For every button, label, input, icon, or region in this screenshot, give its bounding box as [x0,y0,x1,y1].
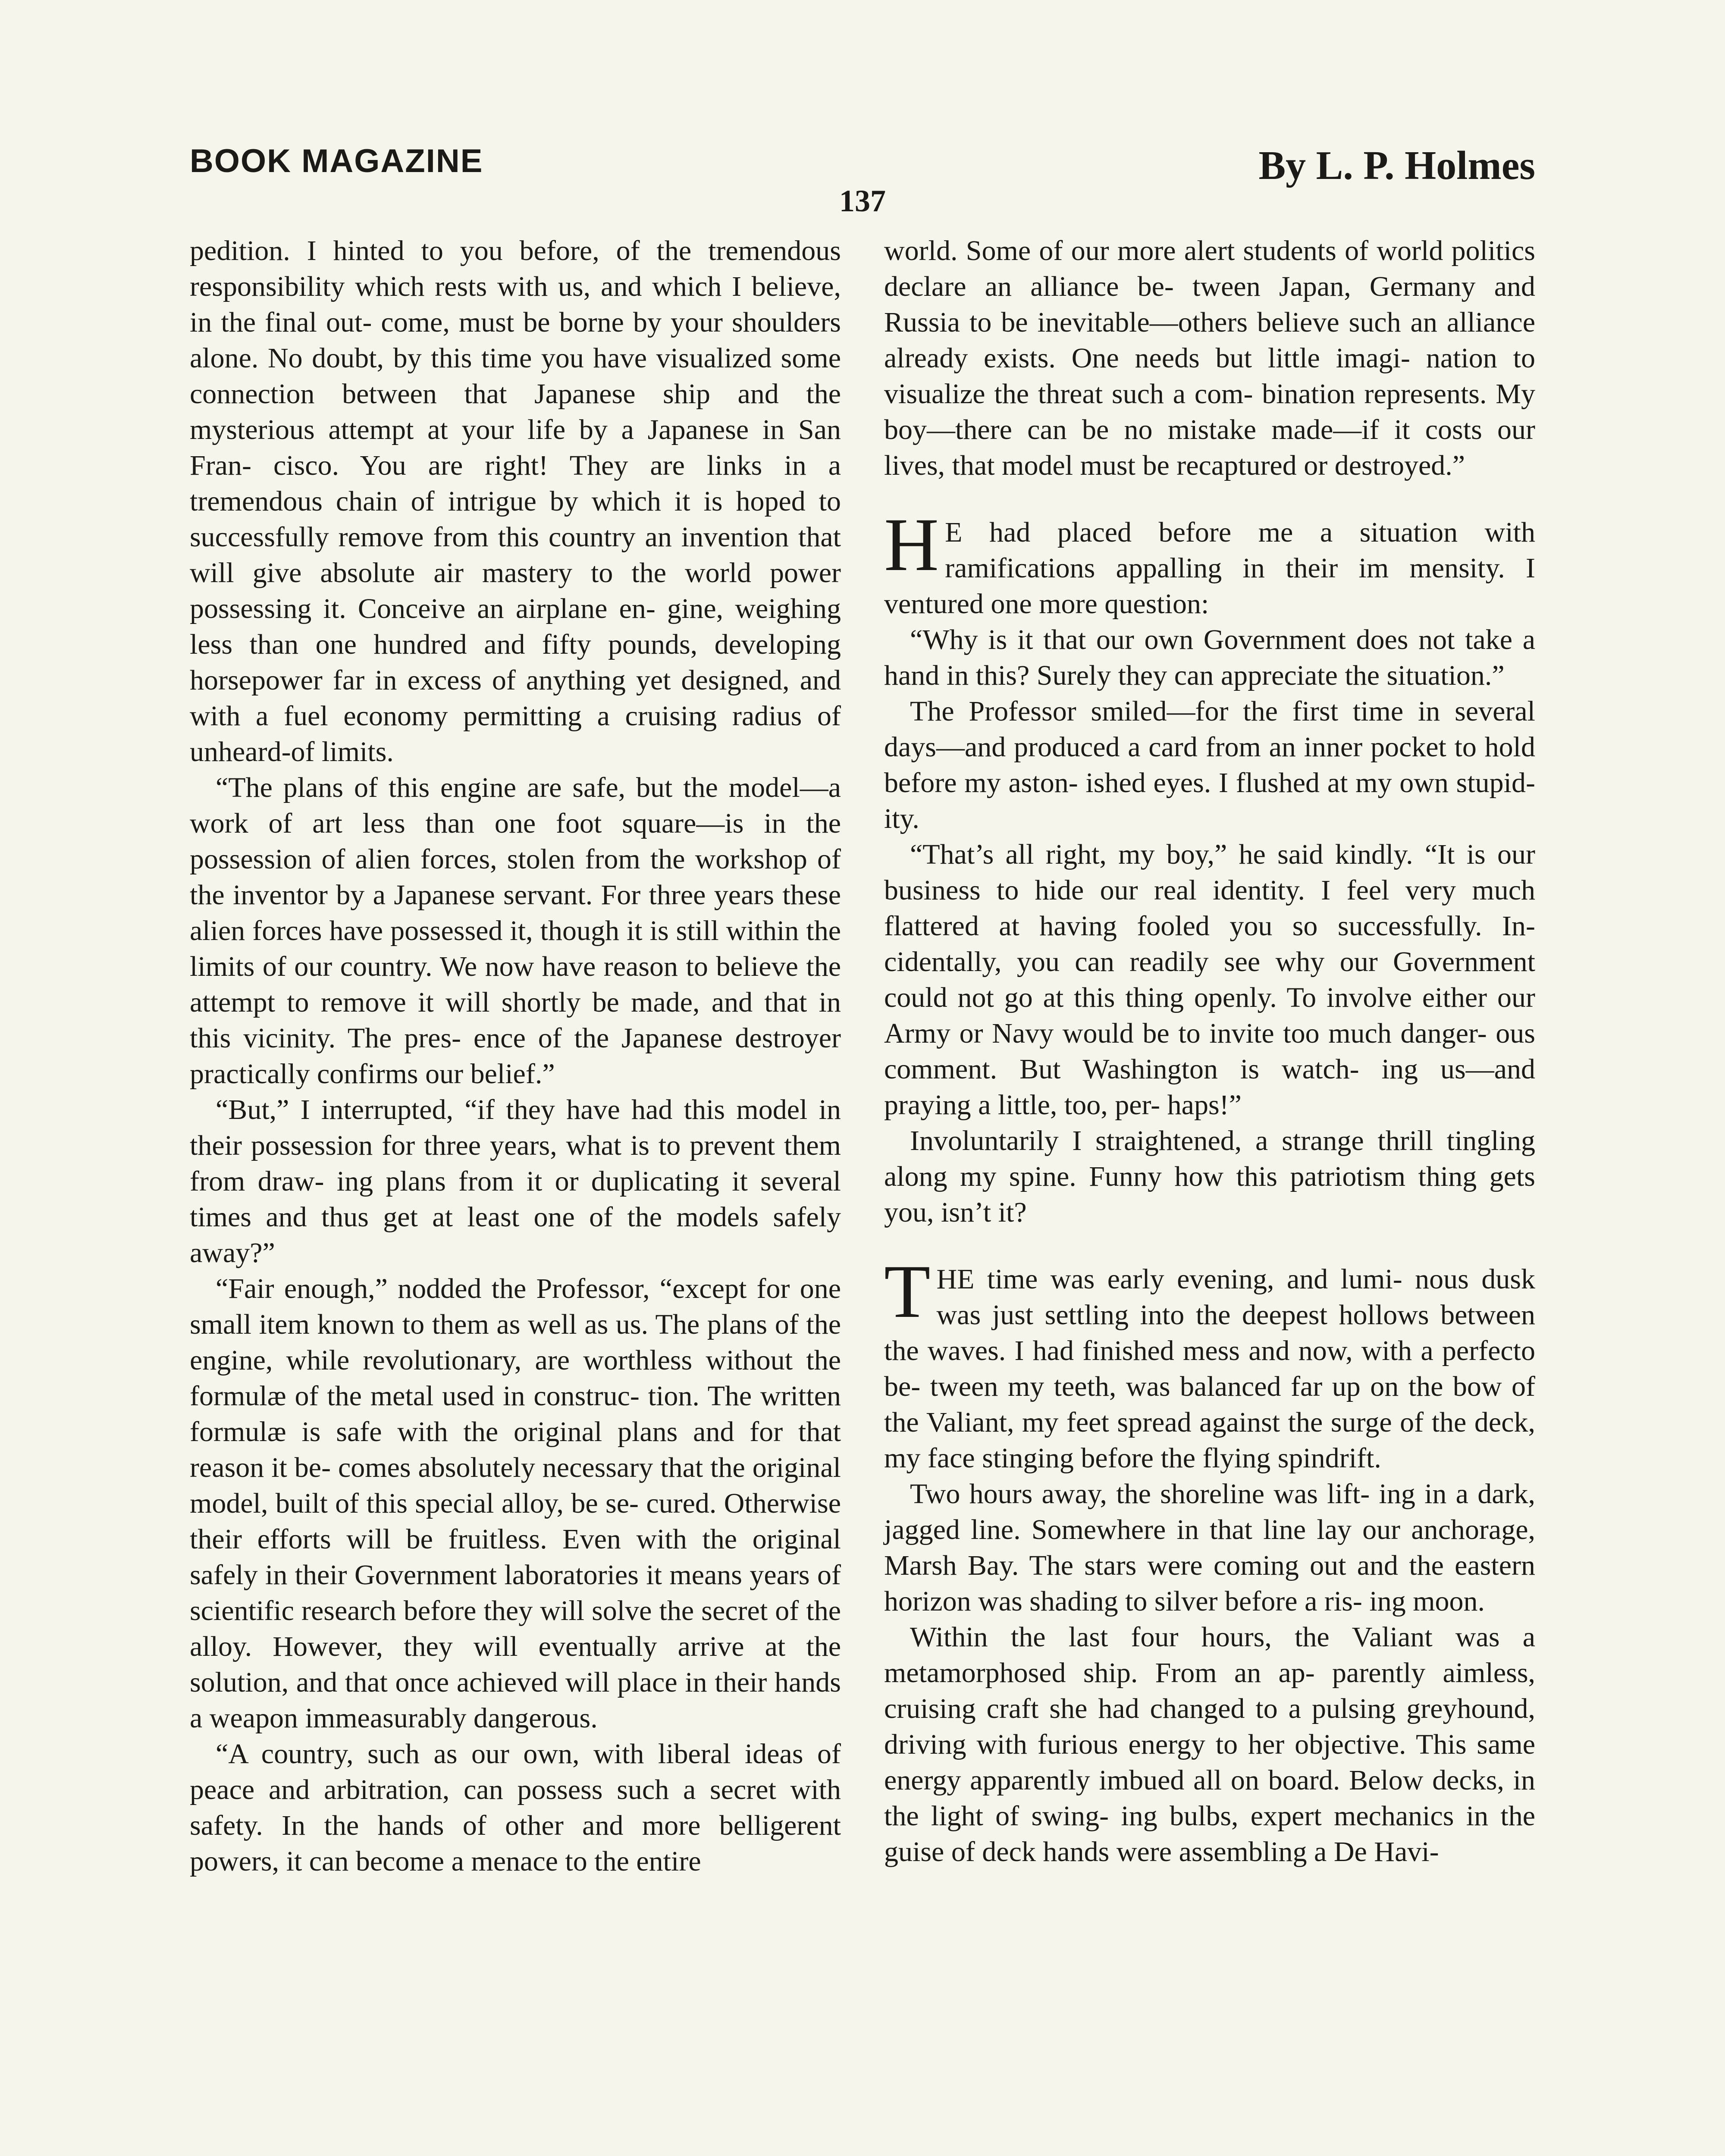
paragraph: “Fair enough,” nodded the Professor, “except for one small item known to them as well as us. The plans of the engine, while revolutionary, are worthless without the formulæ of the metal used in construc- tion. The written formulæ is safe with the original plans and for that reason it be- comes absolutely necessary that the original model, built of this special alloy, be se- cured. Otherwise their efforts will be fruitless. Even with the original safely in their Government laboratories it means years of scientific research before they will solve the secret of the alloy. However, they will eventually arrive at the solution, and that once achieved will place in their hands a weapon immeasurably dangerous. [190,1273,841,1734]
paragraph: The Professor smiled—for the first time in several days—and produced a card from an inner pocket to hold before my aston- ished eyes. I flushed at my own stupid- ity. [884,696,1535,834]
paragraph: “The plans of this engine are safe, but the model—a work of art less than one foot square—is in the possession of alien forces, stolen from the workshop of the inventor by a Japanese servant. For three years these alien forces have possessed it, though it is still within the limits of our country. We now have reason to believe the attempt to remove it will shortly be made, and that in this vicinity. The pres- ence of the Japanese destroyer practically confirms our belief.” [190,772,841,1090]
paragraph: world. Some of our more alert students of world politics declare an alliance be- tween Japan, Germany and Russia to be inevitable—others believe such an alliance already exists. One needs but little imagi- nation to visualize the threat such a com- bination represents. My boy—there can be no mistake made—if it costs our lives, that model must be recaptured or destroyed.” [884,235,1535,481]
magazine-title: BOOK MAGAZINE [190,143,483,179]
section-paragraph [884,1250,1535,1476]
page-number: 137 [839,184,886,218]
section-text: HE time was early evening, and lumi- nous dusk was just settling into the deepest hollows between the waves. I had finished mess and now, with a perfecto be- tween my teeth, was balanced far up on the bow of the Valiant, my feet spread against the surge of the deck, my face stinging before the flying spindrift. [884,1263,1535,1474]
left-column [190,233,841,1879]
paragraph: pedition. I hinted to you before, of the tremendous responsibility which rests with us, and which I believe, in the final out- come, must be borne by your shoulders alone. No doubt, by this time you have visualized some connection between that Japanese ship and the mysterious attempt at your life by a Japanese in San Fran- cisco. You are right! They are links in a tremendous chain of intrigue by which it is hoped to successfully remove from this country an invention that will give absolute air mastery to the world power possessing it. Conceive an airplane en- gine, weighing less than one hundred and fifty pounds, developing horsepower far in excess of anything yet designed, and with a fuel economy permitting a cruising radius of unheard-of limits. [190,235,841,768]
drop-cap: H [884,503,939,587]
paragraph: “A country, such as our own, with liberal ideas of peace and arbitration, can possess such a secret with safety. In the hands of other and more belligerent powers, it can become a menace to the entire [190,1738,841,1877]
paragraph: Involuntarily I straightened, a strange thrill tingling along my spine. Funny how this patriotism thing gets you, isn’t it? [884,1125,1535,1228]
paragraph: “But,” I interrupted, “if they have had this model in their possession for three years, what is to prevent them from draw- ing plans from it or duplicating it several times and thus get at least one of the models safely away?” [190,1094,841,1269]
paragraph: Within the last four hours, the Valiant was a metamorphosed ship. From an ap- parently aimless, cruising craft she had changed to a pulsing greyhound, driving with furious energy to her objective. This same energy apparently imbued all on board. Below decks, in the light of swing- ing bulbs, expert mechanics in the guise of deck hands were assembling a De Havi- [884,1621,1535,1868]
section-text: E had placed before me a situation with ramifications appalling in their im mensity. I ventured one more question: [884,517,1535,620]
paragraph: “Why is it that our own Government does not take a hand in this? Surely they can appreciate the situation.” [884,624,1535,691]
right-column [884,233,1535,1870]
author-byline: By L. P. Holmes [1258,143,1535,188]
section-paragraph [884,503,1535,622]
paragraph: “That’s all right, my boy,” he said kindly. “It is our business to hide our real identity. I feel very much flattered at having fooled you so successfully. In- cidentally, you can readily see why our Government could not go at this thing openly. To involve either our Army or Navy would be to invite too much danger- ous comment. But Washington is watch- ing us—and praying a little, too, per- haps!” [884,839,1535,1121]
drop-cap: T [884,1250,931,1334]
paragraph: Two hours away, the shoreline was lift- ing in a dark, jagged line. Somewhere in that line lay our anchorage, Marsh Bay. The stars were coming out and the eastern horizon was shading to silver before a ris- ing moon. [884,1478,1535,1617]
